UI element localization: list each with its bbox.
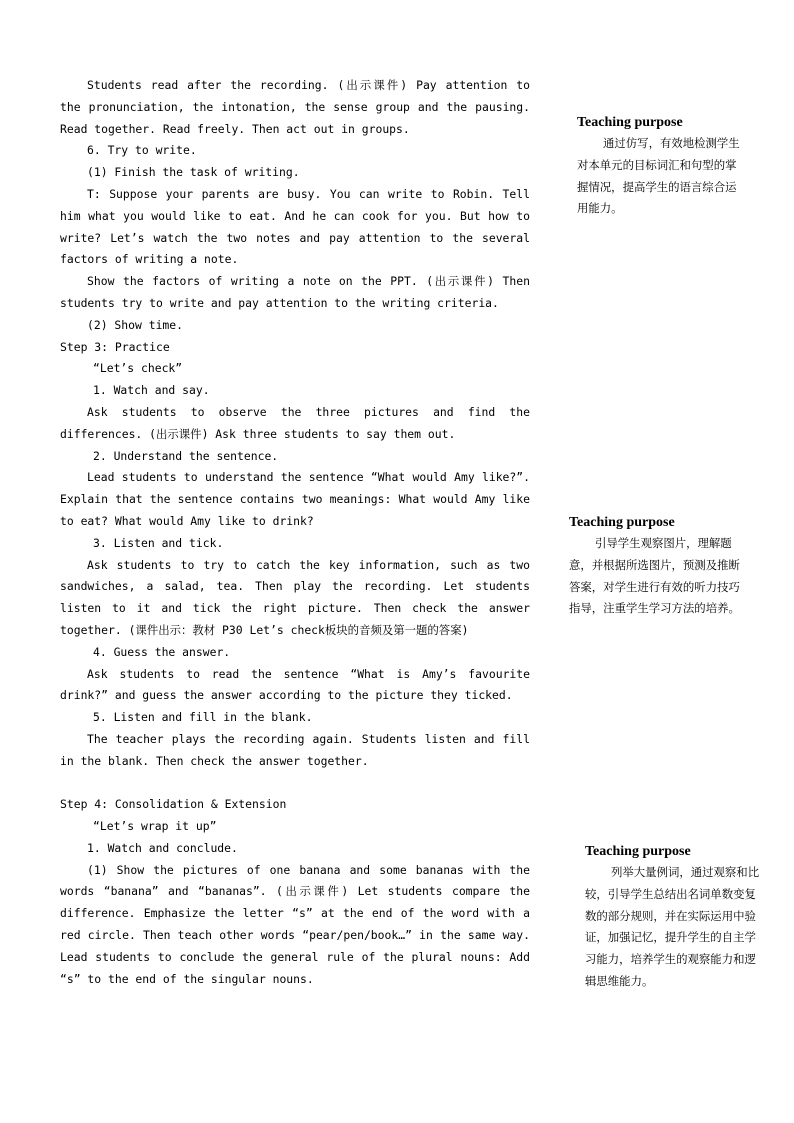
side-note-text: 引导学生观察图片，理解题意，并根据所选图片，预测及推断答案，对学生进行有效的听力技巧指导，注重学生学习方法的培养。 (569, 536, 740, 616)
paragraph: 4. Guess the answer. (93, 644, 231, 659)
paragraph: Lead students to understand the sentence “What would Amy like?”. Explain that the sentence contains two meanings: What would Amy like to eat? What would Amy like to drink? (60, 470, 530, 528)
paragraph: T: Suppose your parents are busy. You can write to Robin. Tell him what you would like to eat. And he can cook for you. But how to write? Let’s watch the two notes and pay attention to the several factors of writing a note. (60, 186, 530, 267)
paragraph: Ask students to try to catch the key information, such as two sandwiches, a salad, tea. Then play the recording. Let students listen to it and tick the right picture. Then check the answer together. (课件出示：教材 P30 Let’s check板块的音频及第一题的答案) (60, 557, 530, 637)
blank-line (60, 773, 530, 795)
paragraph: 5. Listen and fill in the blank. (93, 710, 313, 725)
side-note-3 (585, 842, 760, 993)
paragraph: 1. Watch and say. (93, 383, 210, 398)
side-note-heading: Teaching purpose (569, 515, 675, 530)
paragraph: The teacher plays the recording again. Students listen and fill in the blank. Then check the answer together. (60, 731, 530, 768)
side-note-heading: Teaching purpose (585, 844, 691, 859)
paragraph: “Let’s wrap it up” (93, 819, 217, 834)
side-note-text: 通过仿写，有效地检测学生对本单元的目标词汇和句型的掌握情况，提高学生的语言综合运用能力。 (577, 136, 740, 216)
paragraph: 2. Understand the sentence. (93, 448, 279, 463)
paragraph: Show the factors of writing a note on the PPT. (出示课件) Then students try to write and pay attention to the writing criteria. (60, 274, 530, 310)
paragraph: Ask students to read the sentence “What is Amy’s favourite drink?” and guess the answer according to the picture they ticked. (60, 666, 530, 703)
side-note-text: 列举大量例词，通过观察和比较，引导学生总结出名词单数变复数的部分规则，并在实际运用中验证，加强记忆，提升学生的自主学习能力，培养学生的观察能力和逻辑思维能力。 (585, 865, 760, 988)
step-heading: Step 3: Practice (60, 339, 170, 354)
side-note-2 (569, 513, 741, 620)
paragraph: (1) Finish the task of writing. (87, 165, 300, 180)
paragraph: Ask students to observe the three pictures and find the differences. (出示课件) Ask three students to say them out. (60, 404, 530, 441)
paragraph: 6. Try to write. (87, 143, 197, 158)
paragraph: Students read after the recording. (出示课件) Pay attention to the pronunciation, the intonation, the sense group and the pausing. Read together. Read freely. Then act out in groups. (60, 78, 530, 136)
side-note-1 (577, 113, 747, 220)
paragraph: 1. Watch and conclude. (87, 840, 238, 855)
side-note-heading: Teaching purpose (577, 115, 683, 130)
step-heading: Step 4: Consolidation & Extension (60, 797, 287, 812)
paragraph: (1) Show the pictures of one banana and some bananas with the words “banana” and “bananas”. (出示课件) Let students compare the difference. Emphasize the letter “s” at the end of the word with a red circle. Then teach other words “pear/pen/book…” in the same way. Lead students to conclude the general rule of the plural nouns: Add “s” to the end of the singular nouns. (60, 862, 530, 986)
paragraph: “Let’s check” (93, 361, 183, 376)
paragraph: 3. Listen and tick. (93, 535, 224, 550)
lesson-plan-body (60, 75, 530, 990)
paragraph: (2) Show time. (87, 317, 184, 332)
